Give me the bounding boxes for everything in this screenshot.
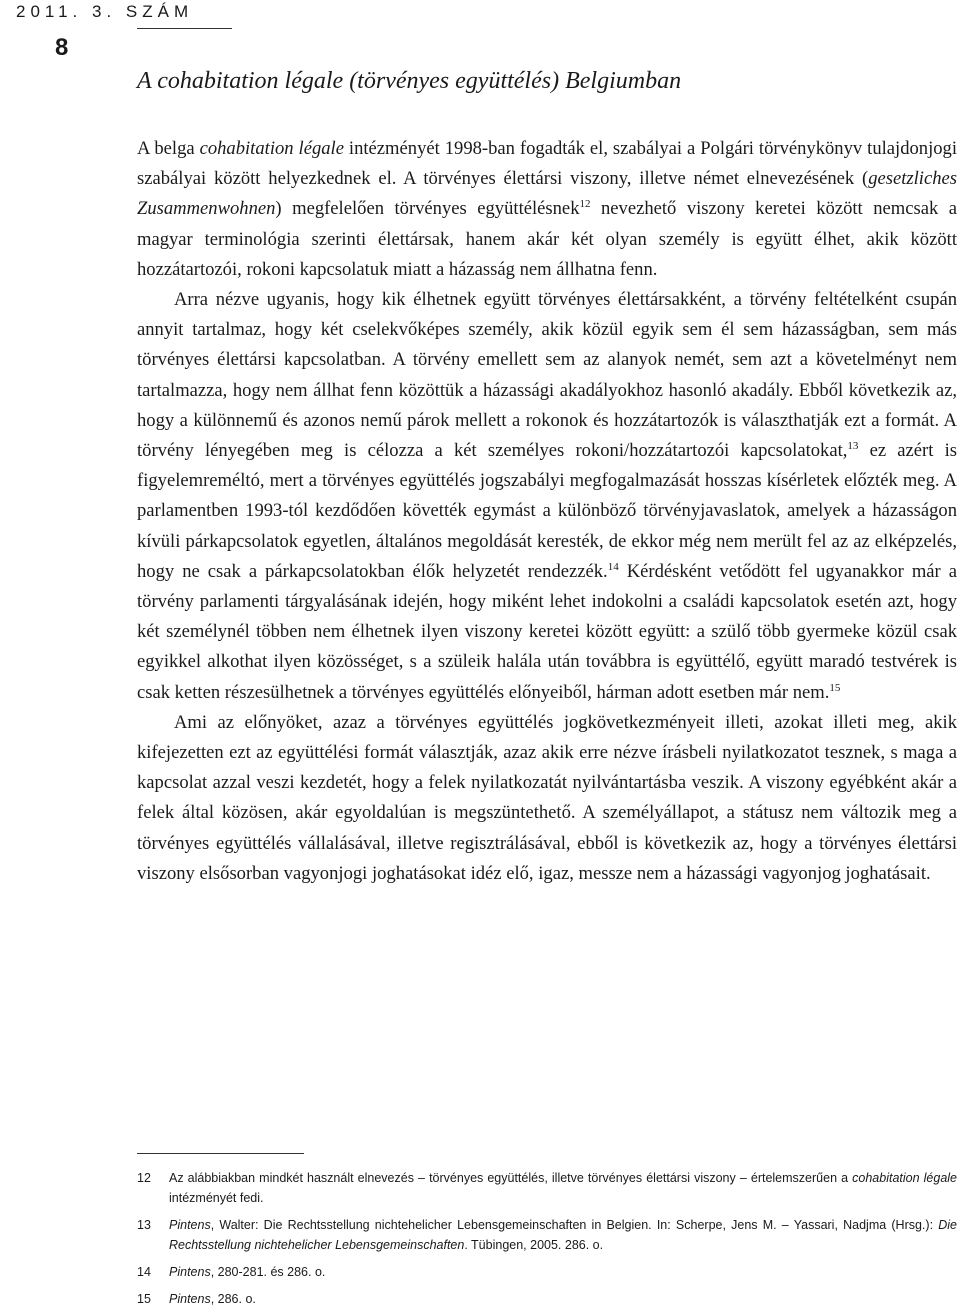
text-run: , Walter: Die Rechtsstellung nichtehelicher Lebensgemeinschaften in Belgien. In: Scherpe, Jens M. – Yassari, Nadjma (Hrsg.):: [210, 1218, 939, 1232]
text-run: , 280-281. és 286. o.: [210, 1265, 326, 1279]
footnote-ref-12[interactable]: 12: [579, 198, 591, 211]
footnote-number: 12: [137, 1171, 151, 1185]
running-header: 2011. 3. SZÁM: [16, 2, 194, 21]
italic-term: gesetzliches Zusammenwohnen: [137, 168, 957, 220]
author-name: Pintens: [169, 1265, 211, 1279]
paragraph-1: [137, 134, 957, 285]
article-title: A cohabitation légale (törvényes együttélés) Belgiumban: [137, 68, 682, 94]
footnote-number: 15: [137, 1292, 151, 1306]
header-rule: [137, 28, 232, 29]
footnote-ref-15[interactable]: 15: [829, 681, 841, 694]
footnote-rule: [137, 1153, 304, 1154]
page-number: 8: [55, 34, 69, 61]
author-name: Pintens: [169, 1292, 211, 1306]
text-run: , 286. o.: [210, 1292, 256, 1306]
text-run: nevezhető viszony keretei között nemcsak a magyar terminológia szerinti élettársak, hanem akár két olyan személy is együtt élhet, akik között hozzátartozói, rokoni kapcsolatuk miatt a házasság nem állhatna fenn.: [137, 198, 957, 280]
text-run: ) megfelelően törvényes együttélésnek: [275, 198, 580, 220]
text-run: intézményét 1998-ban fogadták el, szabályai a Polgári törvénykönyv tulajdonjogi szabályai között helyezkednek el. A törvényes élettársi viszony, illetve német elnevezésének (: [137, 138, 958, 190]
text-run: intézményét fedi.: [169, 1191, 264, 1205]
article-body: [137, 134, 957, 889]
footnote-15: [137, 1289, 957, 1309]
footnotes: [137, 1168, 957, 1316]
text-run: Az alábbiakban mindkét használt elnevezés – törvényes együttélés, illetve törvényes élettársi viszony – értelemszerűen a: [169, 1171, 853, 1185]
footnote-ref-14[interactable]: 14: [607, 560, 619, 573]
footnote-12: [137, 1168, 957, 1208]
text-run: Arra nézve ugyanis, hogy kik élhetnek együtt törvényes élettársakként, a törvény feltételként csupán annyit tartalmaz, hogy két cselekvőképes személy, akik közül egyik sem él sem házasságban, sem más törvényes élettársi kapcsolatban. A törvény emellett sem az alanyok nemét, sem azt a követelményt nem tartalmazza, hogy nem állhat fenn közöttük a házassági akadályokhoz hasonló akadály. Ebből következik az, hogy a különnemű és azonos nemű párok mellett a rokonok és hozzátartozók is választhatják ezt a formát. A törvény lényegében meg is célozza a két személyes rokoni/hozzátartozói kapcsolatokat,: [137, 289, 957, 462]
italic-term: cohabitation légale: [199, 138, 344, 159]
text-run: . Tübingen, 2005. 286. o.: [464, 1238, 604, 1252]
author-name: Pintens: [169, 1218, 211, 1232]
text-run: Ami az előnyöket, azaz a törvényes együttélés jogkövetkezményeit illeti, azokat illeti meg, akik kifejezetten ezt az együttélési formát választják, azaz akik erre nézve írásbeli nyilatkozatot tesznek, s maga a kapcsolat azzal veszi kezdetét, hogy a felek nyilatkozatát nyilvántartásba veszik. A viszony egyébként akár a felek által közösen, akár egyoldalúan is megszüntethető. A személyállapot, a státusz nem változik meg a törvényes együttélés vállalásával, illetve regisztrálásával, ebből is következik az, hogy a törvényes élettársi viszony elsősorban vagyonjogi joghatásokat idéz elő, igaz, messze nem a házassági vagyonjog joghatásait.: [137, 711, 957, 884]
text-run: A belga: [137, 138, 200, 159]
footnote-number: 14: [137, 1265, 151, 1279]
paragraph-3: [137, 708, 957, 889]
italic-term: cohabitation légale: [852, 1171, 957, 1185]
text-run: Kérdésként vetődött fel ugyanakkor már a törvény parlamenti tárgyalásának idején, hogy miként lehet indokolni a családi kapcsolatok esetén azt, hogy két személynél többen nem élhetnek ilyen viszony keretei között együtt: a szülő több gyermeke közül csak egyikkel alkothat ilyen közösséget, s a szüleik halála után továbbra is együttélő, együtt maradó testvérek is csak ketten részesülhetnek a törvényes együttélés előnyeiből, hárman adott esetben már nem.: [137, 560, 957, 703]
footnote-ref-13[interactable]: 13: [847, 439, 859, 452]
text-run: ez azért is figyelemreméltó, mert a törvényes együttélés jogszabályi megfogalmazását hosszas kísérletek előzték meg. A parlamentben 1993-tól kezdődően követték egymást a különböző törvényjavaslatok, amelyek a házasságon kívüli párkapcsolatok egyetlen, általános megoldását keresték, de ekkor még nem merült fel az az elképzelés, hogy ne csak a párkapcsolatokban élők helyzetét rendezzék.: [137, 440, 957, 582]
footnote-number: 13: [137, 1218, 151, 1232]
footnote-13: [137, 1215, 957, 1255]
footnote-14: [137, 1262, 957, 1282]
paragraph-2: [137, 285, 957, 708]
book-title: Die Rechtsstellung nichtehelicher Lebensgemeinschaften: [169, 1218, 957, 1252]
